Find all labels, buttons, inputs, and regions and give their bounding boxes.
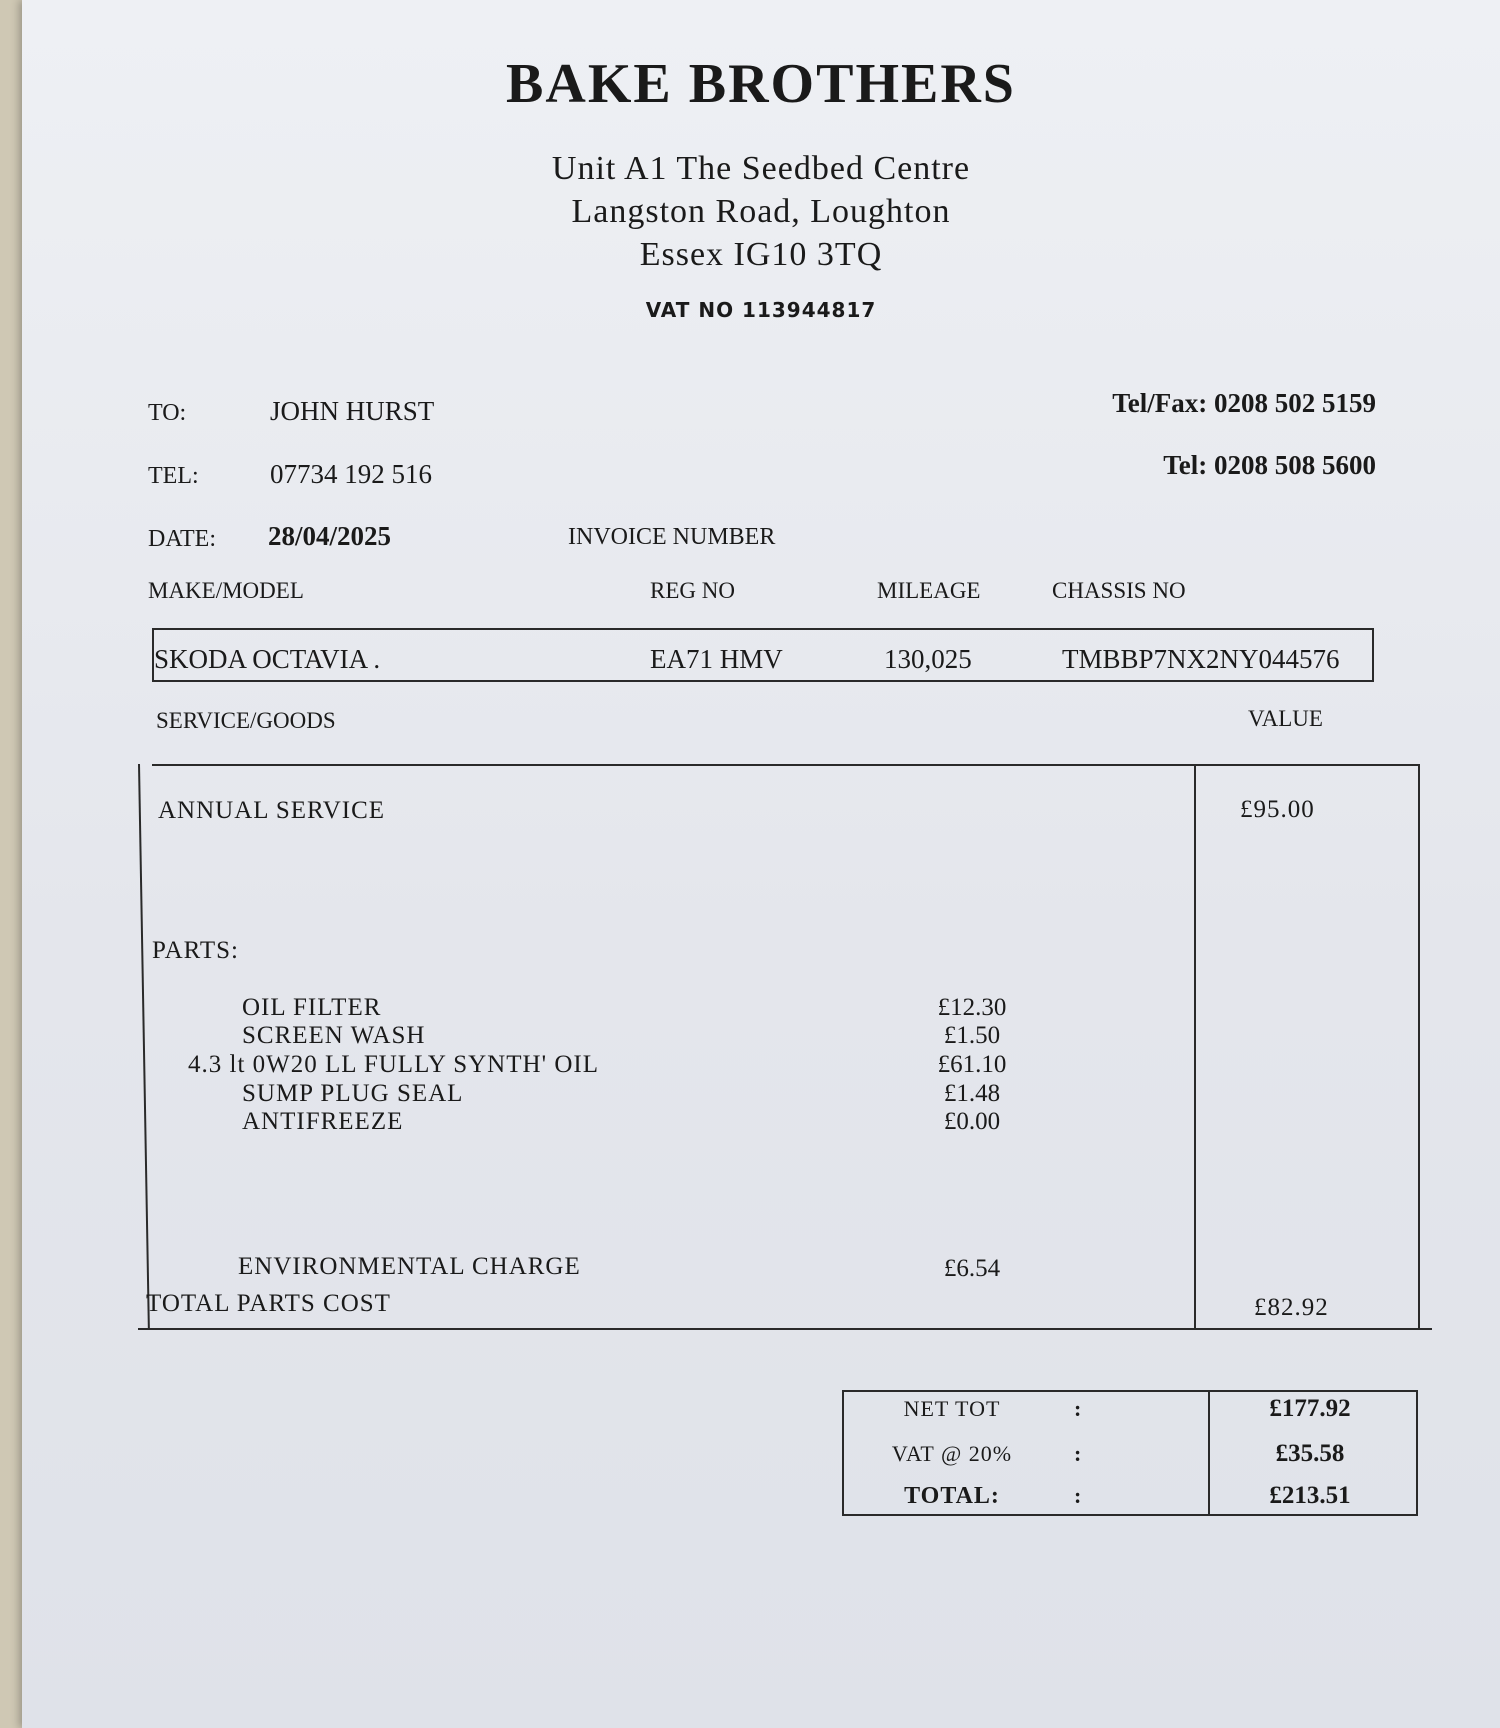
reg-no-header: REG NO [650, 578, 735, 603]
vat-number: VAT NO 113944817 [645, 298, 877, 322]
address-line-2: Langston Road, Loughton [571, 193, 951, 230]
tel-label: TEL: [148, 463, 199, 489]
annual-service-label: ANNUAL SERVICE [158, 797, 386, 824]
service-goods-header: SERVICE/GOODS [156, 708, 336, 733]
date-label: DATE: [148, 526, 216, 552]
chassis-no-header: CHASSIS NO [1052, 578, 1186, 603]
part-price-oil: £61.10 [937, 1051, 1007, 1078]
service-table-divider [1194, 764, 1196, 1330]
net-total-colon: : [1074, 1396, 1082, 1421]
part-name-oil-filter: OIL FILTER [242, 994, 382, 1021]
address-line-1: Unit A1 The Seedbed Centre [551, 150, 971, 187]
service-table-bottom-border [138, 1328, 1432, 1330]
grand-total-colon: : [1074, 1483, 1082, 1508]
part-name-antifreeze: ANTIFREEZE [242, 1108, 404, 1135]
service-table-right-border [1418, 764, 1420, 1330]
part-price-antifreeze: £0.00 [943, 1108, 1001, 1135]
mileage-header: MILEAGE [877, 578, 981, 603]
part-price-sump-plug-seal: £1.48 [943, 1080, 1001, 1107]
invoice-date: 28/04/2025 [268, 521, 392, 551]
tel: Tel: 0208 508 5600 [1163, 450, 1376, 480]
invoice-paper [22, 0, 1500, 1728]
vehicle-chassis-no: TMBBP7NX2NY044576 [1062, 644, 1340, 674]
tel-fax: Tel/Fax: 0208 502 5159 [1112, 388, 1376, 418]
part-name-oil: 4.3 lt 0W20 LL FULLY SYNTH' OIL [188, 1051, 599, 1078]
invoice-number-label: INVOICE NUMBER [568, 524, 776, 550]
parts-label: PARTS: [152, 937, 239, 964]
grand-total-value: £213.51 [1269, 1482, 1351, 1509]
customer-tel: 07734 192 516 [270, 459, 432, 489]
service-table-left-border [138, 764, 150, 1330]
net-total-value: £177.92 [1269, 1395, 1351, 1422]
part-price-oil-filter: £12.30 [937, 994, 1007, 1021]
service-table-top-border [152, 764, 1418, 766]
vehicle-mileage: 130,025 [884, 644, 972, 674]
company-name: BAKE BROTHERS [506, 53, 1016, 115]
vat-value: £35.58 [1275, 1440, 1345, 1467]
vat-colon: : [1074, 1441, 1082, 1466]
environmental-charge-value: £6.54 [943, 1255, 1001, 1282]
part-price-screen-wash: £1.50 [943, 1022, 1001, 1049]
grand-total-label: TOTAL: [904, 1483, 1000, 1509]
total-parts-cost-value: £82.92 [1254, 1294, 1329, 1321]
total-parts-cost-label: TOTAL PARTS COST [146, 1290, 391, 1317]
annual-service-value: £95.00 [1240, 796, 1315, 823]
address-line-3: Essex IG10 3TQ [639, 236, 883, 273]
vehicle-make-model: SKODA OCTAVIA . [154, 644, 381, 674]
environmental-charge-label: ENVIRONMENTAL CHARGE [238, 1253, 581, 1280]
net-total-label: NET TOT [903, 1396, 1001, 1421]
part-name-screen-wash: SCREEN WASH [242, 1022, 426, 1049]
vat-label: VAT @ 20% [891, 1441, 1013, 1466]
value-header: VALUE [1248, 706, 1323, 731]
part-name-sump-plug-seal: SUMP PLUG SEAL [242, 1080, 464, 1107]
make-model-header: MAKE/MODEL [148, 578, 304, 603]
vehicle-reg-no: EA71 HMV [650, 644, 783, 674]
to-label: TO: [148, 400, 187, 426]
customer-name: JOHN HURST [270, 396, 435, 426]
